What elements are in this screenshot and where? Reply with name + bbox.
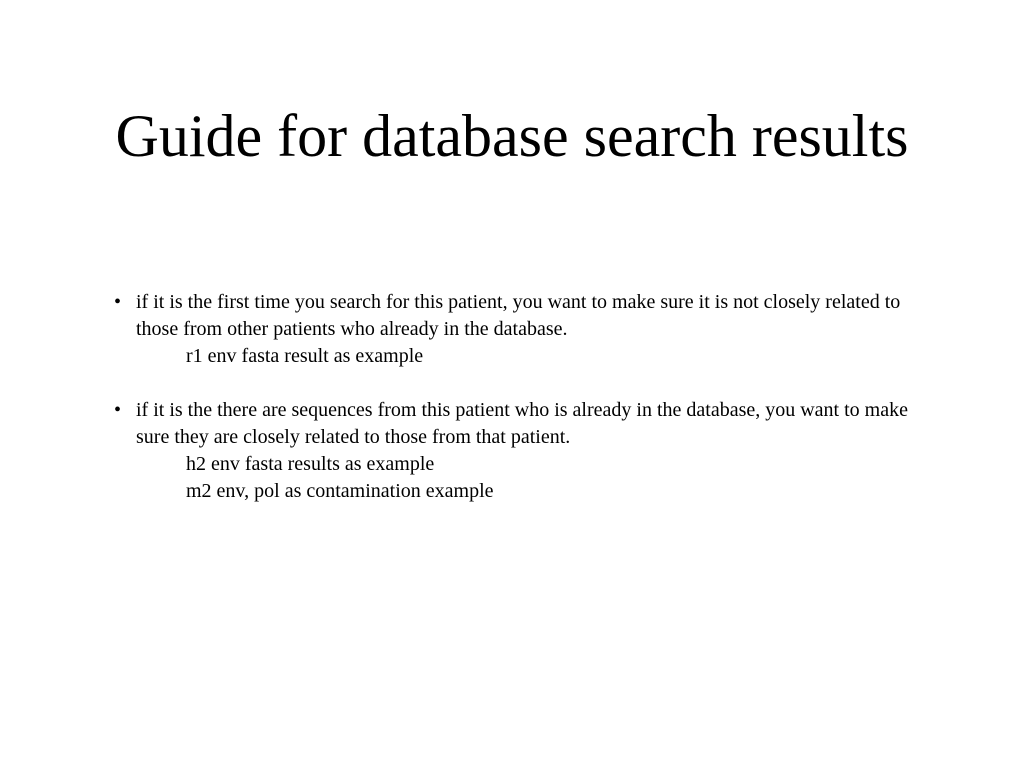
bullet-icon: • — [114, 399, 122, 421]
example-line: m2 env, pol as contamination example — [186, 480, 494, 502]
bullet-item — [114, 289, 914, 370]
bullet-list — [114, 289, 914, 505]
bullet-text: if it is the first time you search for this patient, you want to make sure it is not closely related to those from other patients who already in the database. — [136, 291, 901, 340]
bullet-text: if it is the there are sequences from this patient who is already in the database, you want to make sure they are closely related to those from that patient. — [136, 399, 908, 448]
example-line: h2 env fasta results as example — [186, 453, 435, 475]
bullet-icon: • — [114, 291, 122, 313]
bullet-item — [114, 397, 914, 505]
slide-title: Guide for database search results — [115, 103, 909, 169]
example-line: r1 env fasta result as example — [186, 345, 424, 367]
